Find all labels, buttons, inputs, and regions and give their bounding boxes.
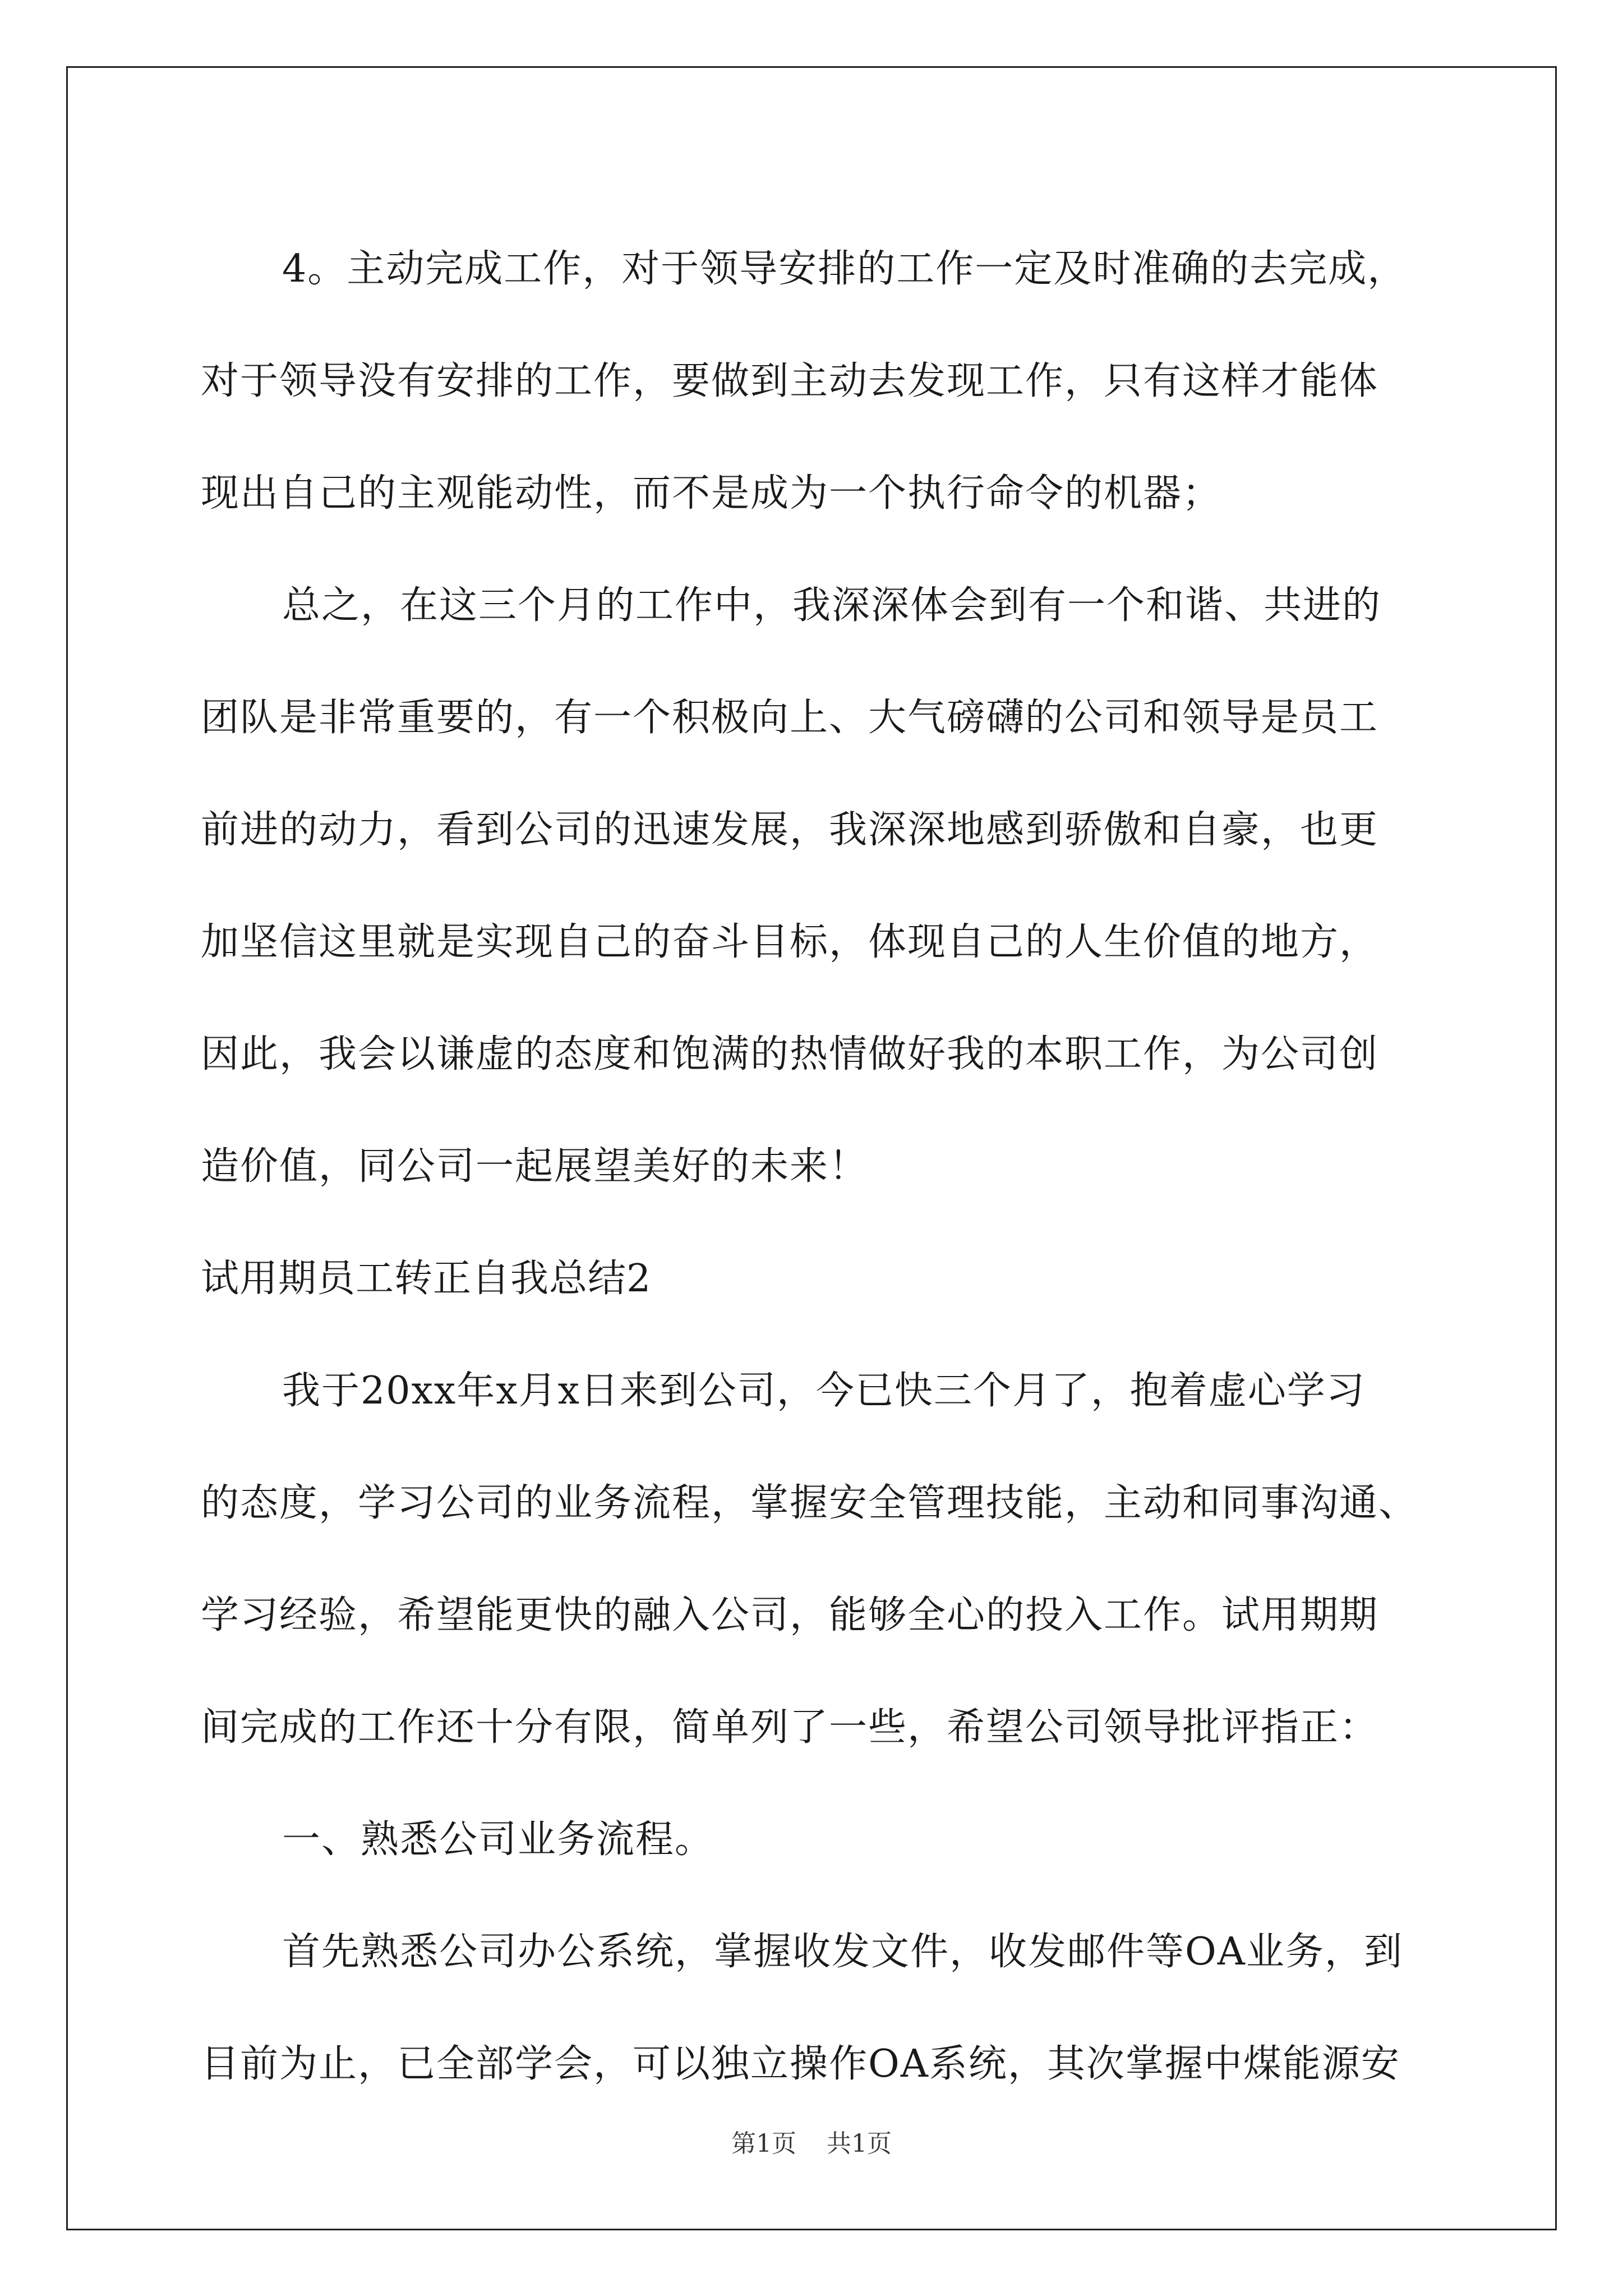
document-body bbox=[201, 213, 1435, 2120]
text-line: 加坚信这里就是实现自己的奋斗目标，体现自己的人生价值的地方， bbox=[201, 920, 1379, 964]
page-number-current: 第1页 bbox=[731, 2129, 796, 2158]
text-line: 现出自己的主观能动性，而不是成为一个执行命令的机器； bbox=[201, 471, 1222, 516]
text-line: 前进的动力，看到公司的迅速发展，我深深地感到骄傲和自豪，也更 bbox=[201, 808, 1379, 852]
text-line: 对于领导没有安排的工作，要做到主动去发现工作，只有这样才能体 bbox=[201, 359, 1379, 403]
page-footer bbox=[0, 2123, 1623, 2159]
text-line: 我于20xx年x月x日来到公司，今已快三个月了，抱着虚心学习 bbox=[282, 1369, 1366, 1413]
text-line: 造价值，同公司一起展望美好的未来！ bbox=[201, 1144, 869, 1189]
text-line: 的态度，学习公司的业务流程，掌握安全管理技能，主动和同事沟通、 bbox=[201, 1481, 1418, 1525]
text-line: 目前为止，已全部学会，可以独立操作OA系统，其次掌握中煤能源安 bbox=[201, 2042, 1400, 2086]
text-line: 团队是非常重要的，有一个积极向上、大气磅礴的公司和领导是员工 bbox=[201, 696, 1379, 740]
text-line: 因此，我会以谦虚的态度和饱满的热情做好我的本职工作，为公司创 bbox=[201, 1032, 1379, 1076]
page-number-total: 共1页 bbox=[827, 2129, 892, 2158]
text-line: 一、熟悉公司业务流程。 bbox=[282, 1818, 714, 1862]
text-line: 首先熟悉公司办公系统，掌握收发文件，收发邮件等OA业务，到 bbox=[282, 1930, 1403, 1974]
text-line: 学习经验，希望能更快的融入公司，能够全心的投入工作。试用期期 bbox=[201, 1593, 1379, 1637]
text-line: 间完成的工作还十分有限，简单列了一些，希望公司领导批评指正： bbox=[201, 1705, 1379, 1750]
text-line: 总之，在这三个月的工作中，我深深体会到有一个和谐、共进的 bbox=[282, 583, 1382, 628]
text-line: 4。主动完成工作，对于领导安排的工作一定及时准确的去完成， bbox=[282, 247, 1407, 291]
section-heading: 试用期员工转正自我总结2 bbox=[201, 1257, 652, 1301]
